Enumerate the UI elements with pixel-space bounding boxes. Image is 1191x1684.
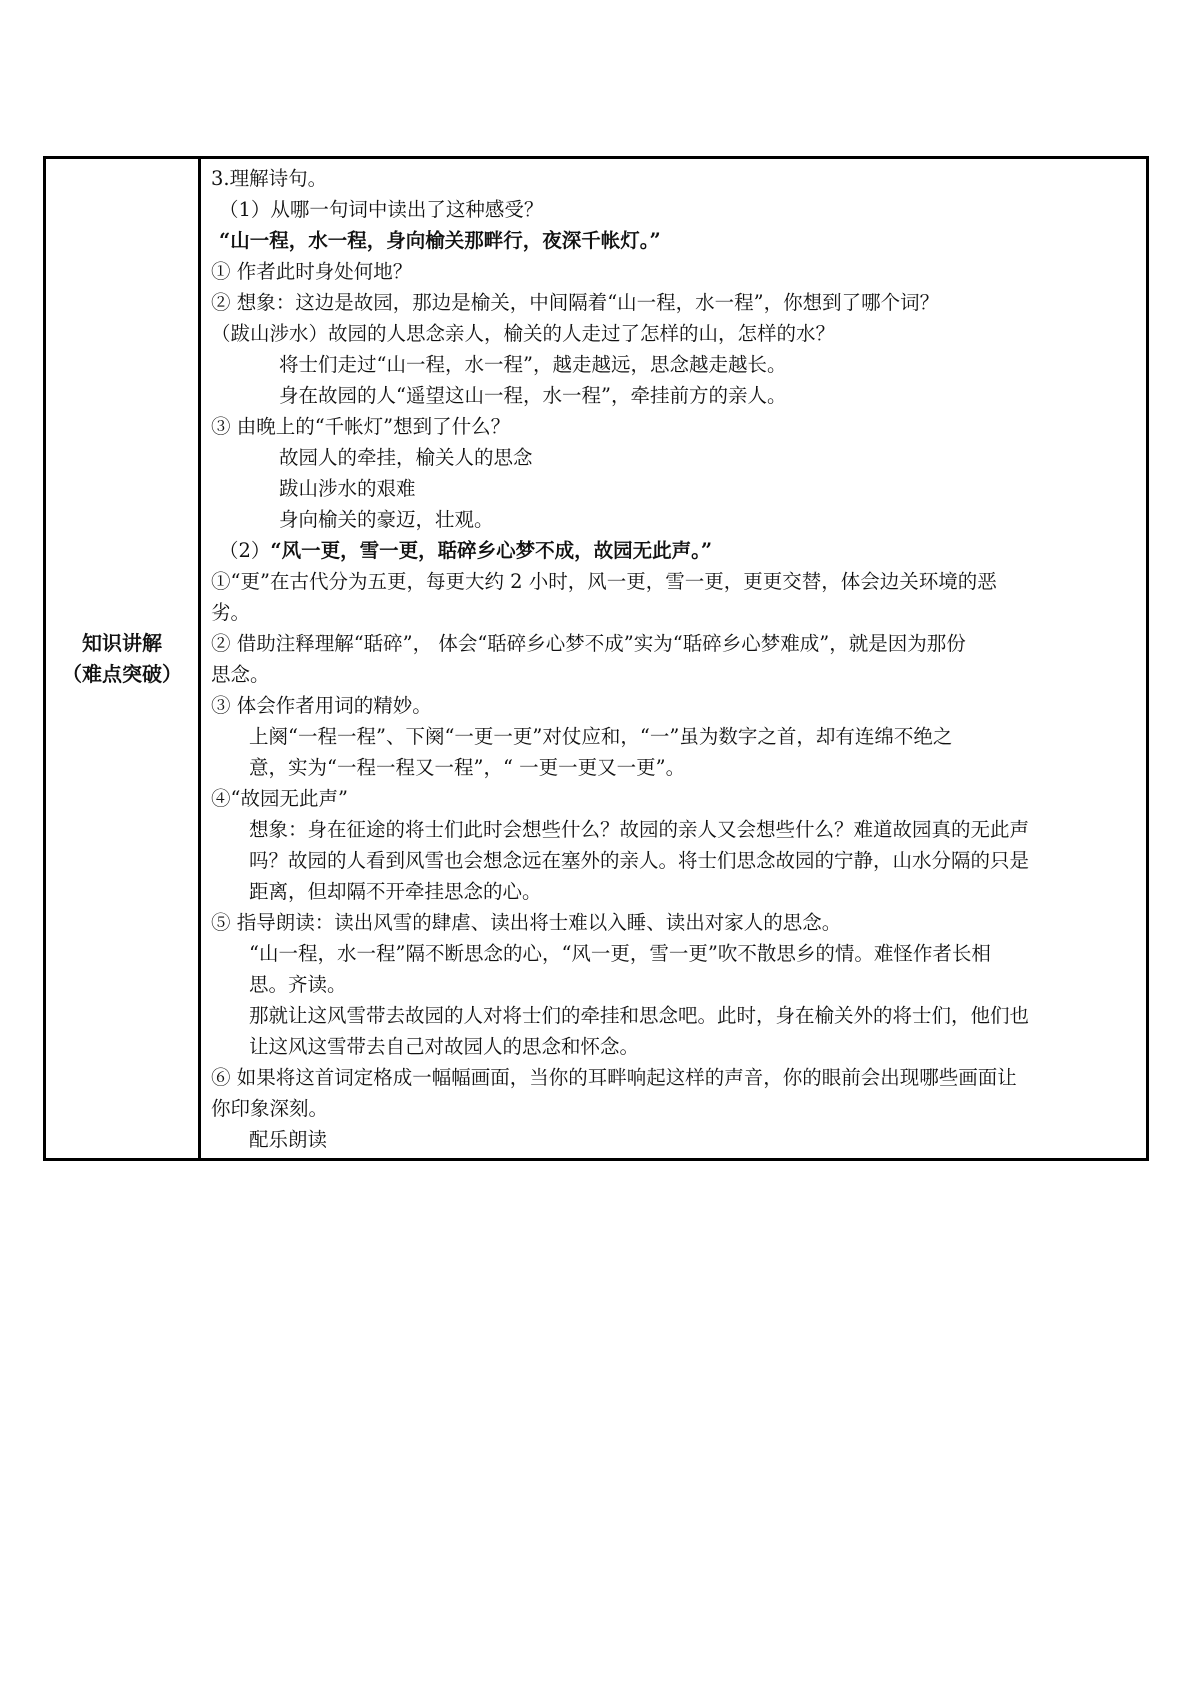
content-line-text: 思念。 xyxy=(211,663,270,686)
section-label-title: 知识讲解 xyxy=(82,630,162,655)
content-line xyxy=(211,690,1140,721)
content-line-text: 思。齐读。 xyxy=(249,973,347,996)
content-line-text: “山一程，水一程，身向榆关那畔行，夜深千帐灯。” xyxy=(219,229,661,252)
content-line-text: 跋山涉水的艰难 xyxy=(279,477,416,500)
content-line xyxy=(211,194,1140,225)
content-line xyxy=(211,659,1140,690)
content-line-text: ③ 体会作者用词的精妙。 xyxy=(211,694,432,717)
content-line xyxy=(211,163,1140,194)
content-line-text: 3.理解诗句。 xyxy=(211,167,328,190)
content-line-text: ⑤ 指导朗读：读出风雪的肆虐、读出将士难以入睡、读出对家人的思念。 xyxy=(211,911,842,934)
content-line xyxy=(211,628,1140,659)
content-line-bold-text: “风一更，雪一更，聒碎乡心梦不成，故园无此声。” xyxy=(270,539,713,562)
content-line xyxy=(211,721,1140,752)
content-line xyxy=(211,597,1140,628)
content-line xyxy=(211,876,1140,907)
content-line xyxy=(211,318,1140,349)
content-line-text: （2） xyxy=(219,539,271,562)
content-line-text: ① 作者此时身处何地？ xyxy=(211,260,413,283)
content-line-text: 上阕“一程一程”、下阕“一更一更”对仗应和，“一”虽为数字之首，却有连绵不绝之 xyxy=(249,725,953,748)
content-line xyxy=(211,1062,1140,1093)
content-line xyxy=(211,287,1140,318)
content-line xyxy=(211,969,1140,1000)
content-line-text: 故园人的牵挂，榆关人的思念 xyxy=(279,446,533,469)
content-line-text: 劣。 xyxy=(211,601,251,624)
content-line-text: ④“故园无此声” xyxy=(211,787,348,810)
content-line-text: 配乐朗读 xyxy=(249,1128,328,1151)
content-line xyxy=(211,504,1140,535)
content-line-text: 距离，但却隔不开牵挂思念的心。 xyxy=(249,880,542,903)
content-line xyxy=(211,752,1140,783)
content-line-text: 你印象深刻。 xyxy=(211,1097,329,1120)
content-line-text: ② 想象：这边是故园，那边是榆关，中间隔着“山一程，水一程”，你想到了哪个词？ xyxy=(211,291,940,314)
content-line xyxy=(211,814,1140,845)
content-line xyxy=(211,1031,1140,1062)
content-line xyxy=(211,442,1140,473)
content-line-text: ①“更”在古代分为五更，每更大约 2 小时，风一更，雪一更，更更交替，体会边关环境的恶 xyxy=(211,570,997,593)
content-line xyxy=(211,225,1140,256)
content-line-text: 将士们走过“山一程，水一程”，越走越远，思念越走越长。 xyxy=(279,353,787,376)
content-line-text: ② 借助注释理解“聒碎”， 体会“聒碎乡心梦不成”实为“聒碎乡心梦难成”，就是因为那份 xyxy=(211,632,966,655)
content-line-text: “山一程，水一程”隔不断思念的心，“风一更，雪一更”吹不散思乡的情。难怪作者长相 xyxy=(249,942,991,965)
content-line xyxy=(211,411,1140,442)
section-label-subtitle: （难点突破） xyxy=(62,661,182,686)
content-line-text: ⑥ 如果将这首词定格成一幅幅画面，当你的耳畔响起这样的声音，你的眼前会出现哪些画面让 xyxy=(211,1066,1017,1089)
content-line-text: 那就让这风雪带去故园的人对将士们的牵挂和思念吧。此时，身在榆关外的将士们，他们也 xyxy=(249,1004,1030,1027)
content-line-text: 身在故园的人“遥望这山一程，水一程”，牵挂前方的亲人。 xyxy=(279,384,787,407)
content-line xyxy=(211,349,1140,380)
section-label-cell xyxy=(46,159,201,1158)
content-line xyxy=(211,535,1140,566)
content-line xyxy=(211,473,1140,504)
content-line-text: 意，实为“一程一程又一程”，“ 一更一更又一更”。 xyxy=(249,756,686,779)
content-line xyxy=(211,380,1140,411)
lesson-table xyxy=(43,156,1149,1161)
content-line-text: ③ 由晚上的“千帐灯”想到了什么？ xyxy=(211,415,511,438)
content-line xyxy=(211,938,1140,969)
content-line-text: 身向榆关的豪迈，壮观。 xyxy=(279,508,494,531)
content-line xyxy=(211,783,1140,814)
content-line xyxy=(211,1124,1140,1155)
content-line xyxy=(211,1000,1140,1031)
content-line-text: （1）从哪一句词中读出了这种感受？ xyxy=(219,198,544,221)
content-line xyxy=(211,566,1140,597)
content-line-text: 让这风这雪带去自己对故园人的思念和怀念。 xyxy=(249,1035,640,1058)
content-line-text: 吗？故园的人看到风雪也会想念远在塞外的亲人。将士们思念故园的宁静，山水分隔的只是 xyxy=(249,849,1030,872)
content-line xyxy=(211,1093,1140,1124)
content-line xyxy=(211,256,1140,287)
content-cell xyxy=(201,159,1146,1158)
content-line xyxy=(211,845,1140,876)
content-line-text: （跋山涉水）故园的人思念亲人，榆关的人走过了怎样的山，怎样的水？ xyxy=(211,322,836,345)
content-line-text: 想象：身在征途的将士们此时会想些什么？故园的亲人又会想些什么？难道故园真的无此声 xyxy=(249,818,1030,841)
content-line xyxy=(211,907,1140,938)
